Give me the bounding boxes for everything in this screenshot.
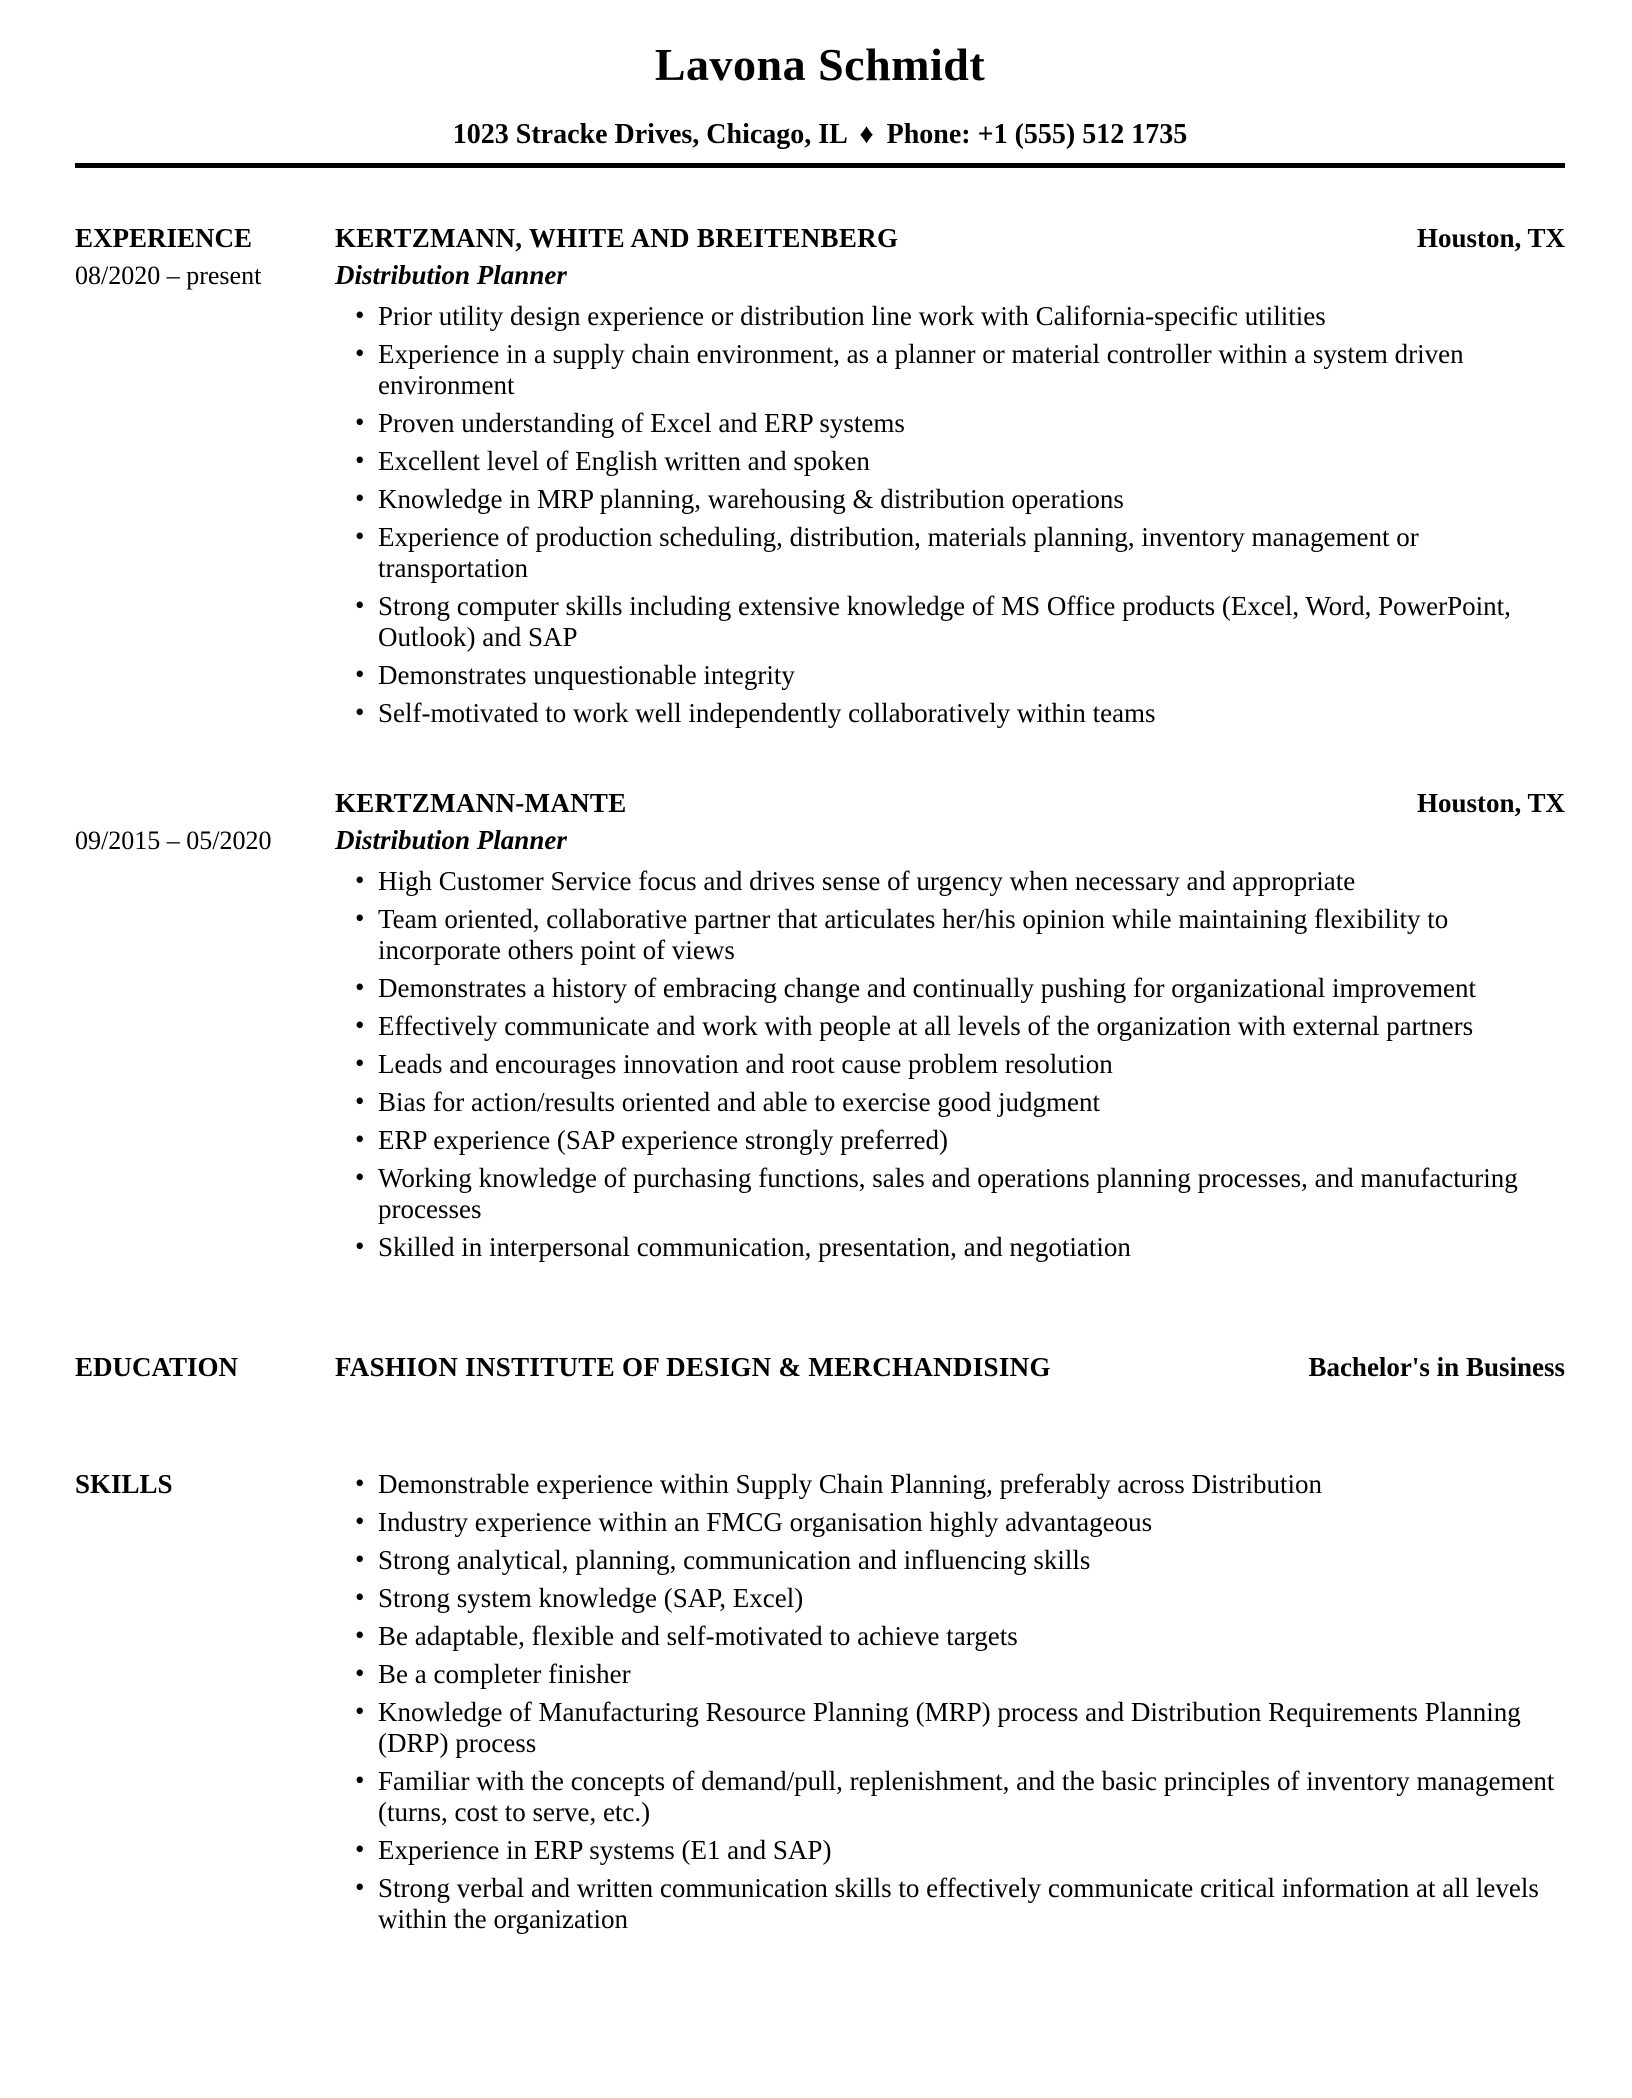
degree-name: Bachelor's in Business (1308, 1352, 1565, 1382)
bullet-item: • Demonstrable experience within Supply Chain Planning, preferably across Distribution (335, 1469, 1565, 1500)
bullet-item: • ERP experience (SAP experience strongly preferred) (335, 1125, 1565, 1156)
education-section-label: EDUCATION (75, 1352, 239, 1382)
experience-section-label: EXPERIENCE (75, 223, 253, 253)
bullet-item: • Working knowledge of purchasing functions, sales and operations planning processes, and manufacturing processes (335, 1163, 1565, 1225)
bullet-item: • Strong computer skills including extensive knowledge of MS Office products (Excel, Word, PowerPoint, Outlook) and SAP (335, 591, 1565, 653)
skills-bullet-list (335, 1466, 1565, 1935)
bullet-item: • Demonstrates a history of embracing change and continually pushing for organizational improvement (335, 973, 1565, 1004)
job-1-details (335, 220, 1565, 729)
job-1-dates: 08/2020 – present (75, 261, 262, 290)
bullet-item: • Experience in a supply chain environment, as a planner or material controller within a system driven environment (335, 339, 1565, 401)
job-2-bullet-list (335, 866, 1565, 1263)
job-1-bullet-list (335, 301, 1565, 729)
phone-text: Phone: +1 (555) 512 1735 (886, 119, 1188, 150)
experience-job-1 (75, 220, 1565, 729)
header-divider (75, 163, 1565, 168)
bullet-item: • Excellent level of English written and spoken (335, 446, 1565, 477)
bullet-item: • Be a completer finisher (335, 1659, 1565, 1690)
bullet-item: • Team oriented, collaborative partner that articulates her/his opinion while maintaining flexibility to incorporate others point of views (335, 904, 1565, 966)
job-1-company-name: KERTZMANN, WHITE AND BREITENBERG (335, 223, 899, 253)
bullet-item: • Knowledge of Manufacturing Resource Planning (MRP) process and Distribution Requirements Planning (DRP) process (335, 1697, 1565, 1759)
bullet-item: • Be adaptable, flexible and self-motivated to achieve targets (335, 1621, 1565, 1652)
bullet-item: • Knowledge in MRP planning, warehousing & distribution operations (335, 484, 1565, 515)
job-1-header (335, 220, 1565, 257)
bullet-item: • Experience in ERP systems (E1 and SAP) (335, 1835, 1565, 1866)
bullet-item: • Industry experience within an FMCG organisation highly advantageous (335, 1507, 1565, 1538)
school-name: FASHION INSTITUTE OF DESIGN & MERCHANDISING (335, 1352, 1051, 1382)
skills-section-label: SKILLS (75, 1469, 173, 1499)
job-1-title: Distribution Planner (335, 260, 567, 290)
bullet-item: • Strong analytical, planning, communication and influencing skills (335, 1545, 1565, 1576)
experience-section (75, 220, 1565, 1263)
bullet-item: • Prior utility design experience or distribution line work with California-specific utilities (335, 301, 1565, 332)
bullet-item: • Familiar with the concepts of demand/pull, replenishment, and the basic principles of inventory management (turns, cost to serve, etc.) (335, 1766, 1565, 1828)
bullet-item: • Strong verbal and written communication skills to effectively communicate critical information at all levels within the organization (335, 1873, 1565, 1935)
job-1-location: Houston, TX (1416, 223, 1565, 253)
bullet-item: • Demonstrates unquestionable integrity (335, 660, 1565, 691)
job-1-left-column (75, 220, 335, 729)
bullet-item: • Strong system knowledge (SAP, Excel) (335, 1583, 1565, 1614)
address-text: 1023 Stracke Drives, Chicago, IL (452, 119, 847, 150)
job-2-title: Distribution Planner (335, 825, 567, 855)
job-2-header (335, 785, 1565, 822)
contact-line (75, 119, 1565, 151)
bullet-item: • Leads and encourages innovation and root cause problem resolution (335, 1049, 1565, 1080)
bullet-item: • High Customer Service focus and drives sense of urgency when necessary and appropriate (335, 866, 1565, 897)
job-2-left-column (75, 785, 335, 1263)
bullet-item: • Effectively communicate and work with people at all levels of the organization with external partners (335, 1011, 1565, 1042)
job-2-details (335, 785, 1565, 1263)
job-2-location: Houston, TX (1416, 788, 1565, 818)
resume-name: Lavona Schmidt (654, 39, 986, 90)
skills-section (75, 1466, 1565, 1935)
bullet-item: • Skilled in interpersonal communication, presentation, and negotiation (335, 1232, 1565, 1263)
job-2-company-name: KERTZMANN-MANTE (335, 788, 627, 818)
education-entry (335, 1349, 1565, 1386)
education-section (75, 1349, 1565, 1386)
bullet-item: • Experience of production scheduling, distribution, materials planning, inventory management or transportation (335, 522, 1565, 584)
bullet-item: • Bias for action/results oriented and able to exercise good judgment (335, 1087, 1565, 1118)
experience-job-2 (75, 785, 1565, 1263)
bullet-item: • Proven understanding of Excel and ERP systems (335, 408, 1565, 439)
job-2-dates: 09/2015 – 05/2020 (75, 826, 272, 855)
diamond-separator-icon: ♦ (859, 119, 874, 150)
bullet-item: • Self-motivated to work well independently collaboratively within teams (335, 698, 1565, 729)
